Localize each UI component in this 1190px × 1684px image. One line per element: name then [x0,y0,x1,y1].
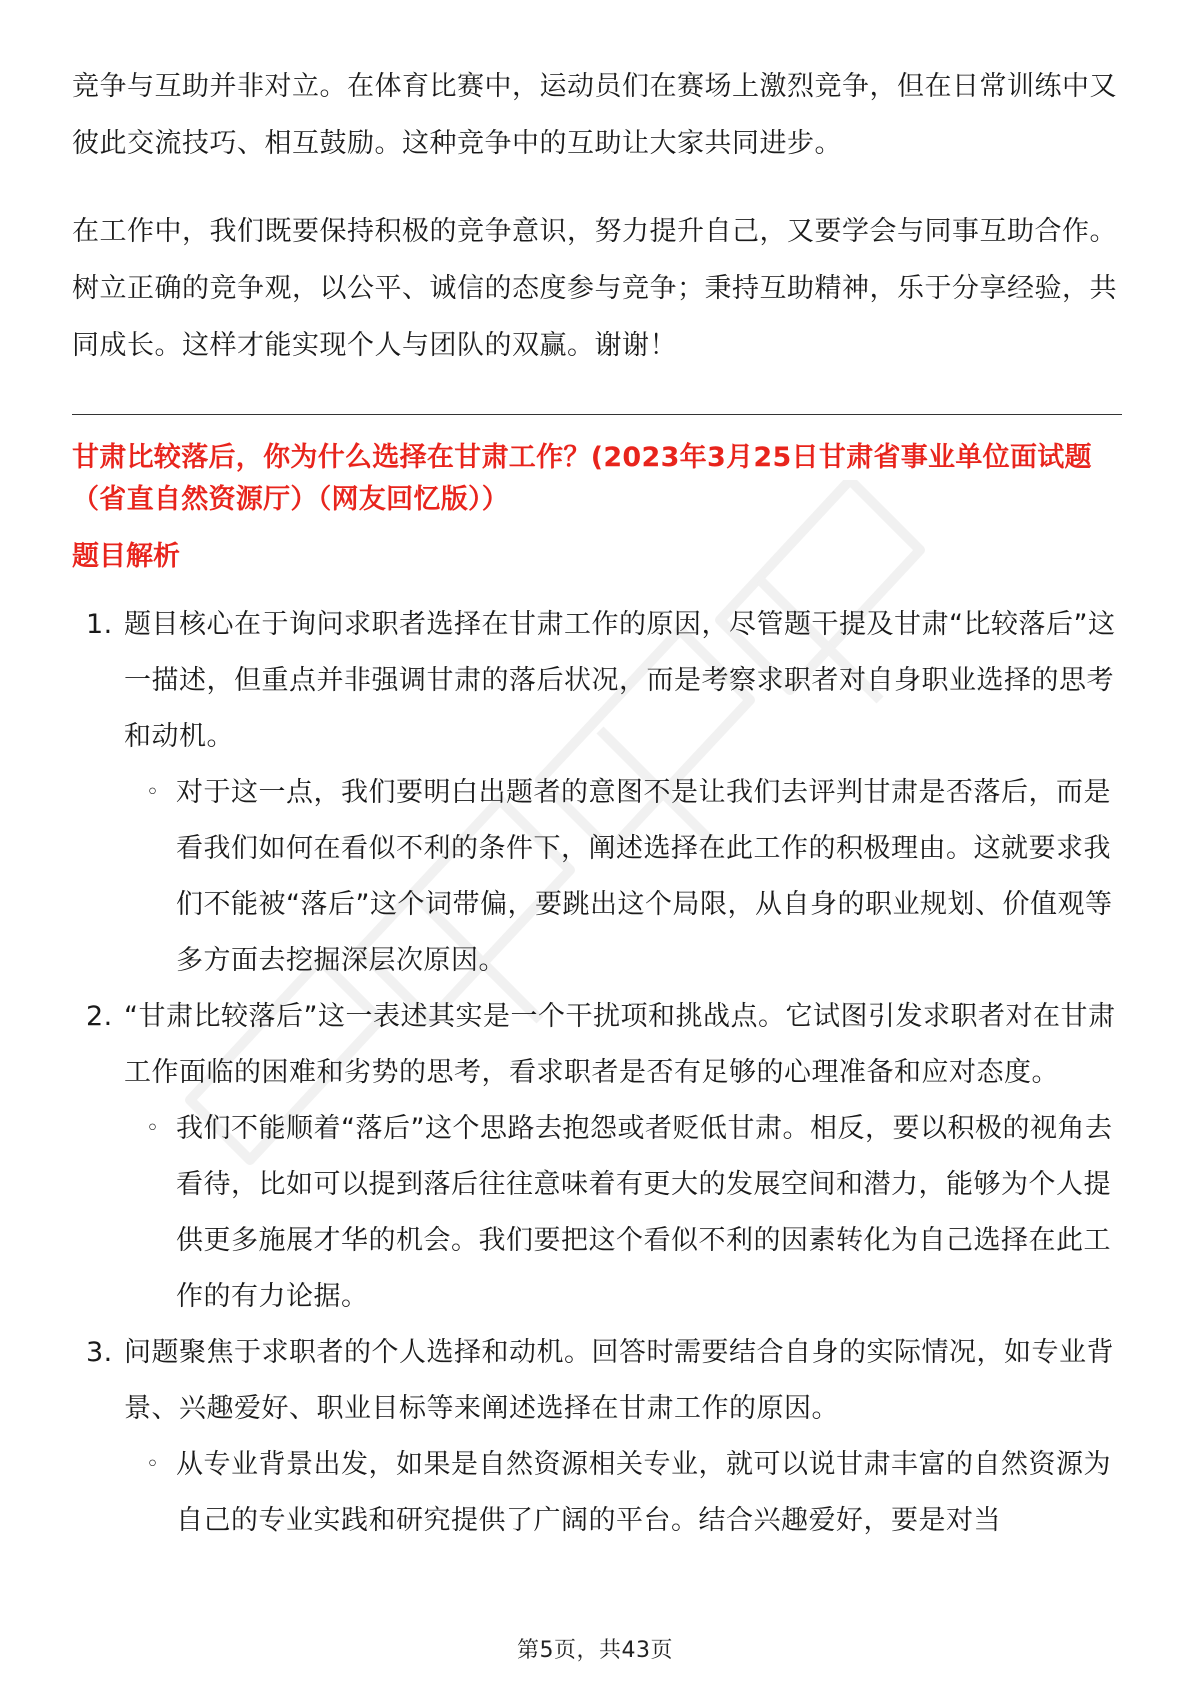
page-footer: 第5页，共43页 [517,1638,673,1663]
intro-paragraph-2: 在工作中，我们既要保持积极的竞争意识，努力提升自己，又要学会与同事互助合作。树立正确的竞争观，以公平、诚信的态度参与竞争；秉持互助精神，乐于分享经验，共同成长。这样才能实现个人与团队的双赢。谢谢！ [72,216,1117,361]
analysis-list [72,597,1122,1549]
intro-paragraph-1: 竞争与互助并非对立。在体育比赛中，运动员们在赛场上激烈竞争，但在日常训练中又彼此交流技巧、相互鼓励。这种竞争中的互助让大家共同进步。 [72,71,1117,159]
item-number: 1. [86,609,113,640]
section-divider [72,414,1122,415]
item-text: “甘肃比较落后”这一表述其实是一个干扰项和挑战点。它试图引发求职者对在甘肃工作面临的困难和劣势的思考，看求职者是否有足够的心理准备和应对态度。 [124,1001,1116,1088]
sub-list [124,1101,1122,1325]
bullet-icon: ◦ [146,1452,160,1477]
sub-item [124,765,1122,989]
bullet-icon: ◦ [146,780,160,805]
analysis-heading: 题目解析 [72,541,180,572]
sub-list [124,1437,1122,1549]
analysis-item [72,1325,1122,1549]
question-title: 甘肃比较落后，你为什么选择在甘肃工作？(2023年3月25日甘肃省事业单位面试题（省直自然资源厅）（网友回忆版）） [72,442,1092,515]
sub-item-text: 从专业背景出发，如果是自然资源相关专业，就可以说甘肃丰富的自然资源为自己的专业实践和研究提供了广阔的平台。结合兴趣爱好，要是对当 [176,1449,1111,1536]
sub-item-text: 我们不能顺着“落后”这个思路去抱怨或者贬低甘肃。相反，要以积极的视角去看待，比如可以提到落后往往意味着有更大的发展空间和潜力，能够为个人提供更多施展才华的机会。我们要把这个看似不利的因素转化为自己选择在此工作的有力论据。 [176,1113,1113,1312]
page-content [72,58,1122,1549]
analysis-item [72,989,1122,1325]
bullet-icon: ◦ [146,1116,160,1141]
sub-item [124,1437,1122,1549]
item-text: 问题聚焦于求职者的个人选择和动机。回答时需要结合自身的实际情况，如专业背景、兴趣爱好、职业目标等来阐述选择在甘肃工作的原因。 [124,1337,1114,1424]
item-text: 题目核心在于询问求职者选择在甘肃工作的原因，尽管题干提及甘肃“比较落后”这一描述，但重点并非强调甘肃的落后状况，而是考察求职者对自身职业选择的思考和动机。 [124,609,1116,752]
sub-item [124,1101,1122,1325]
item-number: 2. [86,1001,113,1032]
analysis-item [72,597,1122,989]
sub-item-text: 对于这一点，我们要明白出题者的意图不是让我们去评判甘肃是否落后，而是看我们如何在看似不利的条件下，阐述选择在此工作的积极理由。这就要求我们不能被“落后”这个词带偏，要跳出这个局限，从自身的职业规划、价值观等多方面去挖掘深层次原因。 [176,777,1113,976]
sub-list [124,765,1122,989]
item-number: 3. [86,1337,113,1368]
